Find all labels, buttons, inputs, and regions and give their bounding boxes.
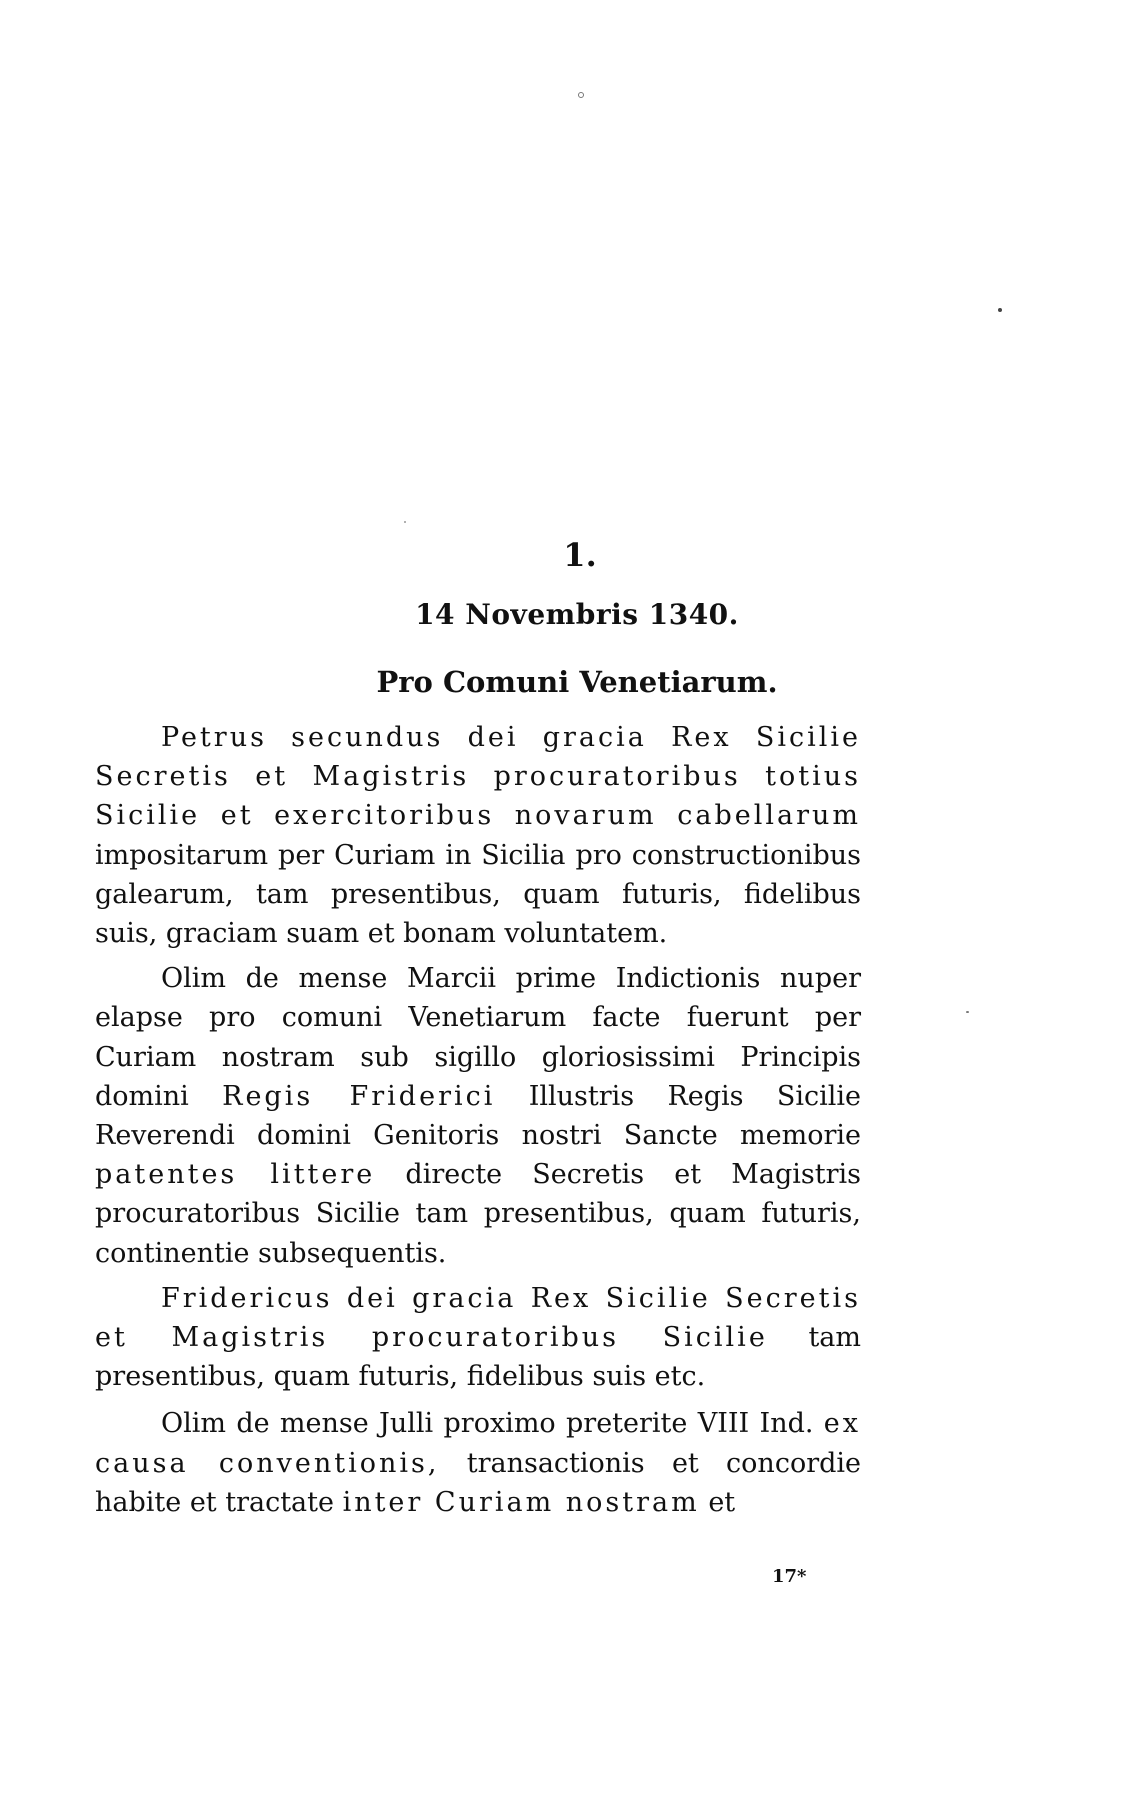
page-signature: 17*	[772, 1566, 807, 1587]
document-number: 1.	[563, 536, 597, 574]
spaced-text: Regis Friderici	[222, 1080, 496, 1112]
text-run: transactionis et concordie habite et tractate	[95, 1447, 861, 1518]
text-run: Illustris Regis Sicilie Reverendi domini Genitoris nostri Sancte memorie	[95, 1080, 861, 1152]
text-run: directe Secretis et Magistris procuratoribus Sicilie tam presentibus, quam futuris, continentie subsequentis.	[95, 1159, 861, 1269]
document-body	[95, 718, 861, 1522]
paragraph-1	[95, 718, 861, 953]
spaced-text: Petrus secundus dei gracia Rex Sicilie Secretis et Magistris procuratoribus totius Sicilie et exercitoribus novarum cabellarum	[95, 722, 861, 832]
print-speck	[404, 521, 406, 523]
spaced-text: Fridericus dei gracia Rex Sicilie Secretis et Magistris procuratoribus Sicilie	[95, 1282, 861, 1354]
paragraph-2	[95, 959, 861, 1273]
spaced-text: patentes littere	[95, 1159, 376, 1191]
text-run: impositarum per Curiam in Sicilia pro constructionibus galearum, tam presentibus, quam futuris, fidelibus suis, graciam suam et bonam voluntatem.	[95, 839, 861, 950]
print-speck	[966, 1011, 969, 1013]
print-speck	[998, 308, 1002, 312]
spaced-text: inter Curiam nostram	[342, 1486, 700, 1518]
text-run: Olim de mense Marcii prime Indictionis nuper elapse pro comuni Venetiarum facte fuerunt per Curiam nostram sub sigillo gloriosissimi Principis domini	[95, 963, 861, 1112]
spaced-text: ex causa conventionis,	[95, 1408, 861, 1479]
text-run: tam presentibus, quam futuris, fidelibus suis etc.	[95, 1322, 861, 1393]
paragraph-4	[95, 1404, 861, 1522]
text-run: Olim de mense Julli proximo preterite VIII Ind.	[161, 1408, 824, 1440]
document-heading: Pro Comuni Venetiarum.	[376, 665, 778, 699]
paragraph-3	[95, 1279, 861, 1397]
document-date: 14 Novembris 1340.	[415, 598, 739, 631]
print-speck	[578, 92, 584, 98]
text-run: et	[699, 1486, 736, 1518]
